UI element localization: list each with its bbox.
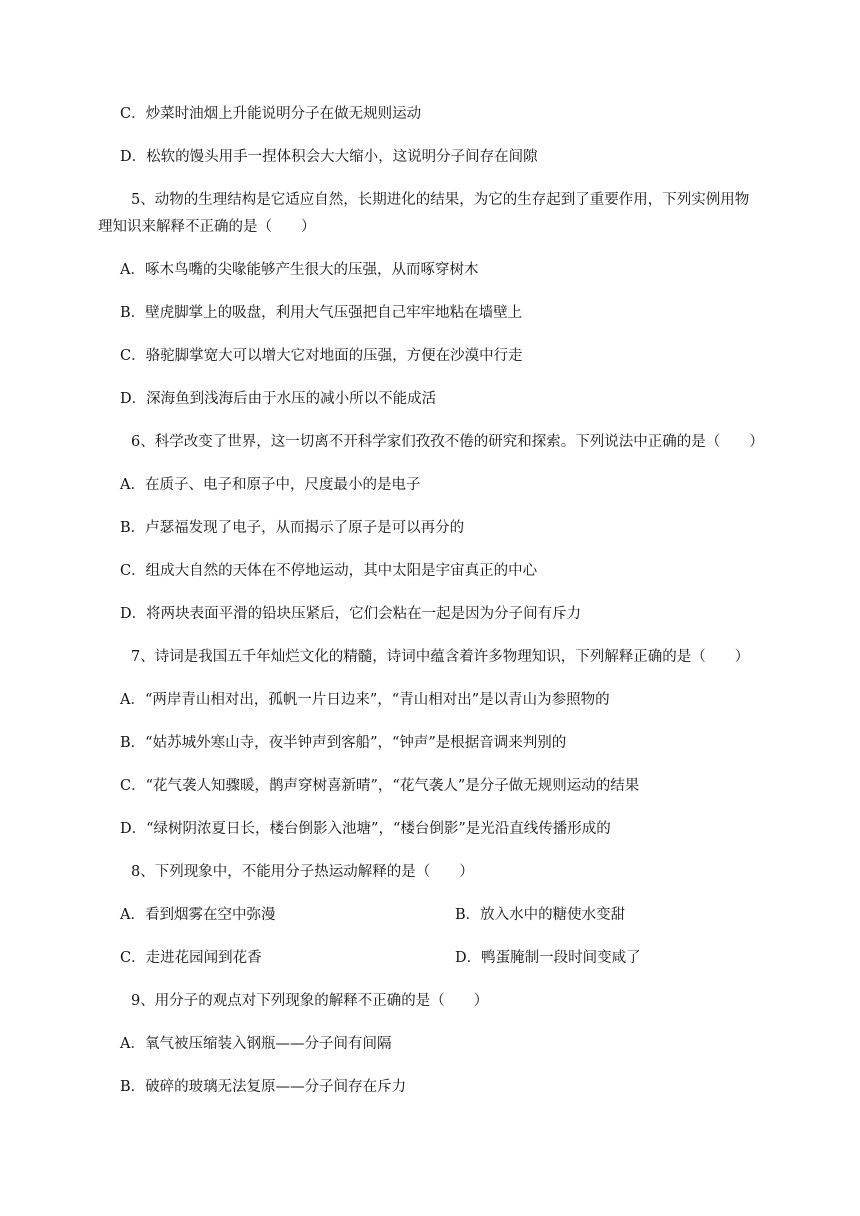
q9-stem: 9、用分子的观点对下列现象的解释不正确的是（ ）: [131, 993, 489, 1009]
q5-stem-cont: 理知识来解释不正确的是（ ）: [98, 219, 316, 235]
q6-option-b: B．卢瑟福发现了电子，从而揭示了原子是可以再分的: [120, 520, 465, 536]
q5-option-d: D．深海鱼到浅海后由于水压的减小所以不能成活: [120, 391, 437, 407]
q8-option-a: A．看到烟雾在空中弥漫: [120, 907, 276, 923]
q9-option-b: B．破碎的玻璃无法复原——分子间存在斥力: [120, 1079, 407, 1095]
q7-option-a: A．“两岸青山相对出，孤帆一片日边来”，“青山相对出”是以青山为参照物的: [120, 692, 610, 708]
q8-option-b: B．放入水中的糖使水变甜: [455, 907, 626, 923]
q5-option-b: B．壁虎脚掌上的吸盘，利用大气压强把自己牢牢地粘在墙壁上: [120, 305, 523, 321]
q5-option-a: A．啄木鸟嘴的尖喙能够产生很大的压强，从而啄穿树木: [120, 262, 479, 278]
q7-stem: 7、诗词是我国五千年灿烂文化的精髓，诗词中蕴含着许多物理知识，下列解释正确的是（ ）: [131, 649, 750, 665]
q9-option-a: A．氧气被压缩装入钢瓶——分子间有间隔: [120, 1036, 392, 1052]
q6-option-a: A．在质子、电子和原子中，尺度最小的是电子: [120, 477, 421, 493]
q7-option-d: D．“绿树阴浓夏日长，楼台倒影入池塘”，“楼台倒影”是光沿直线传播形成的: [120, 821, 611, 837]
q4-option-d: D．松软的馒头用手一捏体积会大大缩小，这说明分子间存在间隙: [120, 149, 538, 165]
q4-option-c: C．炒菜时油烟上升能说明分子在做无规则运动: [120, 106, 422, 122]
q8-option-d: D．鸭蛋腌制一段时间变咸了: [455, 950, 641, 966]
q7-option-b: B．“姑苏城外寒山寺，夜半钟声到客船”，“钟声”是根据音调来判别的: [120, 735, 567, 751]
q6-stem: 6、科学改变了世界，这一切离不开科学家们孜孜不倦的研究和探索。下列说法中正确的是（ ）: [131, 434, 764, 450]
q7-option-c: C．“花气袭人知骤暖，鹊声穿树喜新晴”，“花气袭人”是分子做无规则运动的结果: [120, 778, 640, 794]
q8-stem: 8、下列现象中，不能用分子热运动解释的是（ ）: [131, 864, 474, 880]
q5-option-c: C．骆驼脚掌宽大可以增大它对地面的压强，方便在沙漠中行走: [120, 348, 523, 364]
q6-option-c: C．组成大自然的天体在不停地运动，其中太阳是宇宙真正的中心: [120, 563, 538, 579]
q5-stem: 5、动物的生理结构是它适应自然，长期进化的结果，为它的生存起到了重要作用，下列实例用物: [131, 192, 750, 208]
q6-option-d: D．将两块表面平滑的铅块压紧后，它们会粘在一起是因为分子间有斥力: [120, 606, 582, 622]
q8-option-c: C．走进花园闻到花香: [120, 950, 262, 966]
